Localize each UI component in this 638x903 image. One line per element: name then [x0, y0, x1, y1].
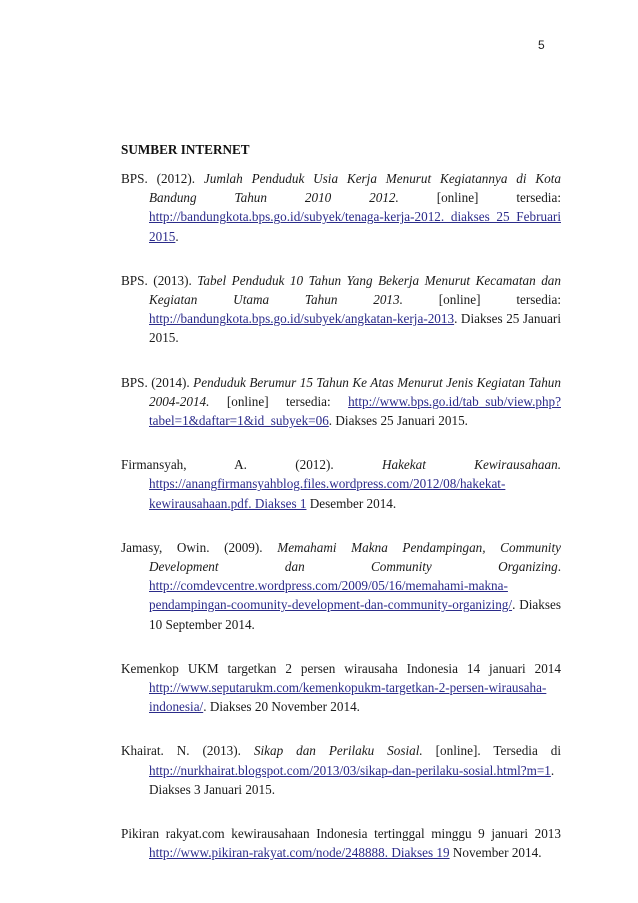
- reference-access-note: . Diakses 3 Januari 2015.: [149, 762, 555, 797]
- reference-title: Hakekat Kewirausahaan.: [381, 457, 561, 473]
- reference-author-year: Pikiran rakyat.com kewirausahaan Indonesia tertinggal minggu 9 januari 2013: [121, 826, 561, 842]
- reference-entry: [121, 455, 561, 513]
- reference-entry: [121, 169, 561, 246]
- reference-source-note: [online] tersedia:: [402, 292, 561, 308]
- reference-access-note: .: [175, 228, 179, 244]
- reference-access-note: . Diakses 20 November 2014.: [203, 699, 360, 715]
- reference-link[interactable]: http://www.pikiran-rakyat.com/node/248888. Diakses 19: [149, 845, 450, 861]
- reference-entry: [121, 824, 561, 862]
- reference-title: Memahami Makna Pendampingan, Community Development dan Community Organizing: [149, 539, 561, 575]
- reference-entry: [121, 659, 561, 717]
- reference-list: [121, 169, 561, 887]
- section-heading: SUMBER INTERNET: [121, 142, 250, 157]
- reference-author-year: BPS. (2012).: [121, 171, 204, 186]
- reference-access-note: . Diakses 25 Januari 2015.: [149, 311, 561, 346]
- reference-author-year: Firmansyah, A. (2012).: [121, 457, 382, 473]
- reference-entry: [121, 373, 561, 431]
- reference-link[interactable]: http://bandungkota.bps.go.id/subyek/tenaga-kerja-2012. diakses 25 Februari 2015: [149, 209, 561, 244]
- reference-title: Penduduk Berumur 15 Tahun Ke Atas Menurut Jenis Kegiatan Tahun 2004-2014.: [149, 374, 561, 409]
- reference-access-note: Desember 2014.: [306, 495, 397, 511]
- reference-access-note: . Diakses 25 Januari 2015.: [328, 413, 468, 429]
- reference-entry: [121, 538, 561, 634]
- reference-link[interactable]: http://comdevcentre.wordpress.com/2009/05/16/memahami-makna-pendampingan-coomunity-development-dan-community-organizing/: [149, 578, 513, 613]
- reference-source-note: [online] tersedia:: [209, 393, 349, 409]
- reference-link[interactable]: http://bandungkota.bps.go.id/subyek/angkatan-kerja-2013: [149, 311, 455, 327]
- reference-author-year: Jamasy, Owin. (2009).: [121, 539, 278, 555]
- reference-source-note: [online] tersedia:: [398, 190, 561, 206]
- page-number: 5: [538, 38, 545, 52]
- reference-author-year: BPS. (2014).: [121, 374, 194, 390]
- reference-author-year: BPS. (2013).: [121, 272, 198, 288]
- reference-link[interactable]: http://www.bps.go.id/tab_sub/view.php?tabel=1&daftar=1&id_subyek=06: [149, 393, 561, 429]
- reference-access-note: November 2014.: [449, 845, 542, 861]
- reference-title: Sikap dan Perilaku Sosial.: [253, 743, 423, 759]
- reference-source-note: [online]. Tersedia di: [422, 743, 561, 759]
- reference-access-note: . Diakses 10 September 2014.: [149, 597, 561, 632]
- reference-author-year: Khairat. N. (2013).: [121, 743, 254, 759]
- reference-link[interactable]: http://nurkhairat.blogspot.com/2013/03/sikap-dan-perilaku-sosial.html?m=1: [149, 762, 551, 778]
- reference-entry: [121, 741, 561, 799]
- reference-title: Jumlah Penduduk Usia Kerja Menurut Kegiatannya di Kota Bandung Tahun 2010 2012.: [149, 171, 562, 206]
- reference-link[interactable]: http://www.seputarukm.com/kemenkopukm-targetkan-2-persen-wirausaha-indonesia/: [149, 680, 547, 715]
- reference-author-year: Kemenkop UKM targetkan 2 persen wirausaha Indonesia 14 januari 2014: [121, 660, 561, 676]
- reference-source-note: .: [557, 559, 561, 575]
- reference-link[interactable]: https://anangfirmansyahblog.files.wordpress.com/2012/08/hakekat-kewirausahaan.pdf. Diakses 1: [149, 476, 506, 511]
- reference-entry: [121, 271, 561, 348]
- reference-title: Tabel Penduduk 10 Tahun Yang Bekerja Menurut Kecamatan dan Kegiatan Utama Tahun 2013.: [149, 272, 561, 308]
